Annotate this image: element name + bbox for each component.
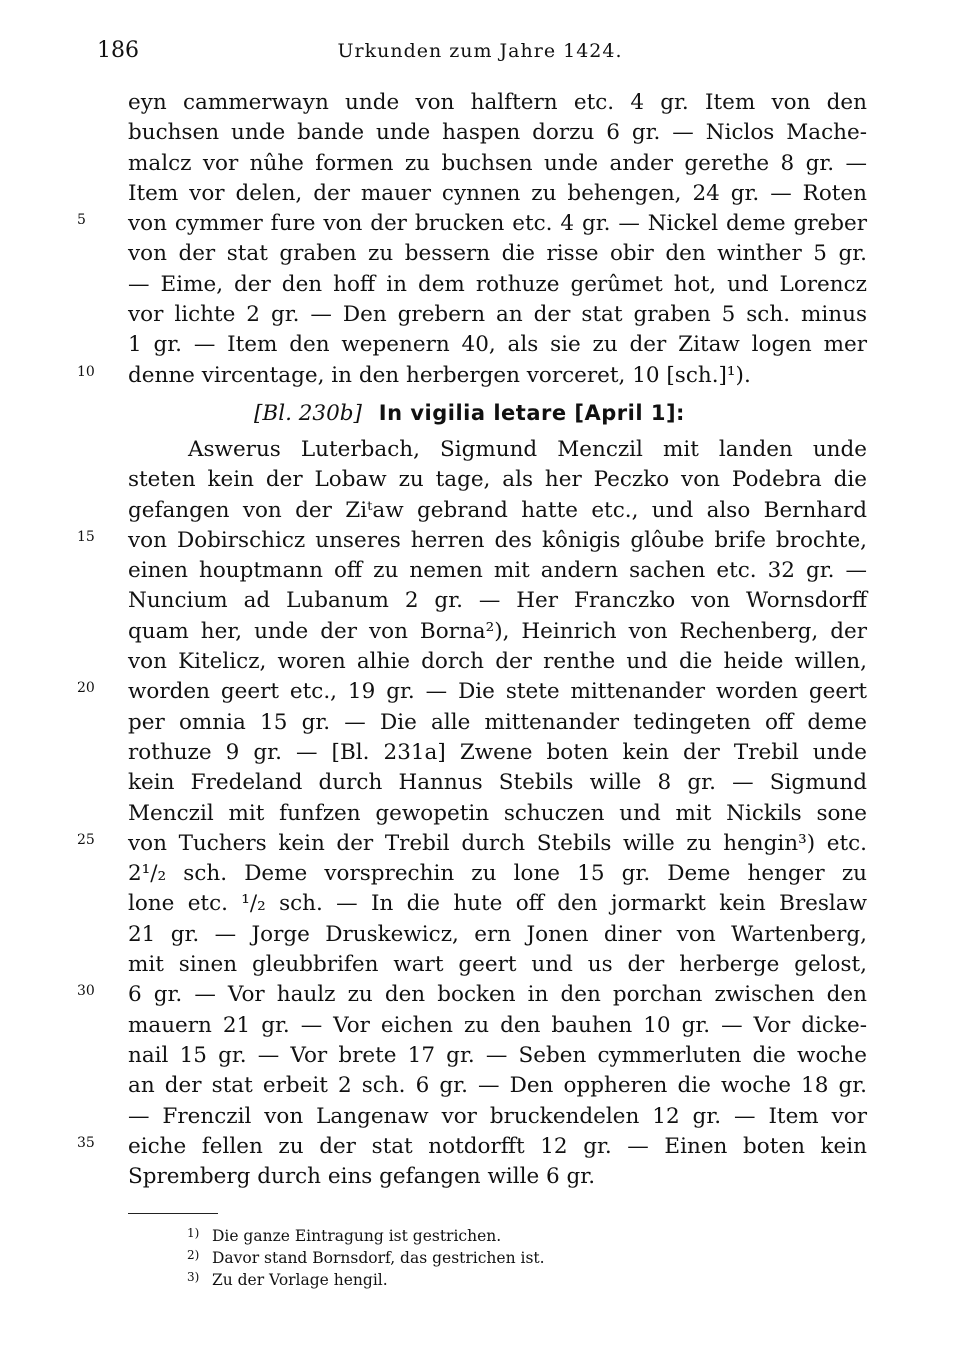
line-text: worden geert etc., 19 gr. — Die stete mittenander worden geert [128,679,867,705]
line-number: 5 [77,212,86,229]
text-line [97,1102,867,1132]
text-line [97,920,867,950]
text-line [97,617,867,647]
text-line [97,435,867,465]
text-line [97,647,867,677]
line-text: mauern 21 gr. — Vor eichen zu den bauhen 10 gr. — Vor dicke- [128,1012,867,1038]
line-text: denne vircentage, in den herbergen vorceret, 10 [sch.]¹). [128,362,751,388]
text-line [97,859,867,889]
text-line [97,465,867,495]
text-line [97,950,867,980]
text-line [77,1132,867,1162]
line-text: Nuncium ad Lubanum 2 gr. — Her Franczko von Wornsdorff [128,588,867,614]
text-line [97,889,867,919]
text-line [97,768,867,798]
text-line [77,361,867,391]
text-line [97,118,867,148]
running-head: Urkunden zum Jahre 1424. [337,40,623,62]
text-line [97,330,867,360]
line-text: lone etc. ¹/₂ sch. — In die hute off den jormarkt kein Breslaw [128,891,867,917]
line-text: von Tuchers kein der Trebil durch Stebils wille zu hengin³) etc. [128,830,867,856]
line-text: kein Fredeland durch Hannus Stebils wille 8 gr. — Sigmund [128,770,867,796]
text-line [97,300,867,330]
line-text: vor lichte 2 gr. — Den grebern an der stat graben 5 sch. minus [128,302,867,328]
text-line [97,1011,867,1041]
line-text: Aswerus Luterbach, Sigmund Menczil mit landen unde [188,436,867,462]
text-line [97,556,867,586]
line-text: einen houptmann off zu nemen mit andern sachen etc. 32 gr. — [128,558,867,584]
line-text: Menczil mit funfzen gewopetin schuczen und mit Nickils sone [128,800,867,826]
text-line [97,239,867,269]
line-text: — Frenczil von Langenaw vor bruckendelen 12 gr. — Item vor [128,1103,867,1129]
line-text: eyn cammerwayn unde von halftern etc. 4 gr. Item von den [128,90,867,115]
footnote-mark: 3) [187,1270,200,1284]
line-number: 35 [77,1134,95,1151]
footnote-mark: 1) [187,1226,200,1240]
line-text: 21 gr. — Jorge Druskewicz, ern Jonen diner von Wartenberg, [128,921,867,947]
text-line [97,1162,867,1192]
text-line [97,1071,867,1101]
text-line [77,980,867,1010]
text-line [77,526,867,556]
footnote [187,1244,787,1266]
line-text: buchsen unde bande unde haspen dorzu 6 gr. — Niclos Mache- [128,120,867,146]
section-heading [97,391,867,435]
line-text: eiche fellen zu der stat notdorfft 12 gr. — Einen boten kein [128,1133,867,1159]
line-text: steten kein der Lobaw zu tage, als her Peczko von Podebra die [128,467,867,493]
line-text: 6 gr. — Vor haulz zu den bocken in den porchan zwischen den [128,982,867,1008]
text-line [77,209,867,239]
line-text: quam her, unde der von Borna²), Heinrich von Rechenberg, der [128,618,867,644]
line-text: nail 15 gr. — Vor brete 17 gr. — Seben cymmerluten die woche [128,1042,867,1068]
line-text: von Dobirschicz unseres herren des kônigis glôube brife brochte, [128,527,867,553]
page-header [97,38,863,72]
line-text: von der stat graben zu bessern die risse obir den winther 5 gr. [128,241,867,267]
line-number: 20 [77,680,95,697]
line-text: malcz vor nûhe formen zu buchsen unde ander gerethe 8 gr. — [128,150,867,176]
line-number: 25 [77,831,95,848]
text-line [97,1041,867,1071]
footnote-text: Davor stand Bornsdorf, das gestrichen ist. [211,1249,545,1267]
line-text: von cymmer fure von der brucken etc. 4 gr. — Nickel deme greber [128,211,867,237]
text-line [97,179,867,209]
footnote [187,1266,787,1288]
line-text: — Eime, der den hoff in dem rothuze gerûmet hot, und Lorencz [128,271,867,297]
folio-reference: [Bl. 230b] [254,400,362,426]
line-text: rothuze 9 gr. — [Bl. 231a] Zwene boten kein der Trebil unde [128,739,867,765]
text-line [97,799,867,829]
text-block-1 [77,88,867,391]
text-line [77,829,867,859]
line-text: per omnia 15 gr. — Die alle mittenander tedingeten off deme [128,709,867,735]
text-line [97,88,867,118]
footnotes [187,1222,787,1288]
line-number: 30 [77,983,95,1000]
text-line [97,149,867,179]
line-text: Spremberg durch eins gefangen wille 6 gr. [128,1164,596,1190]
text-line [97,738,867,768]
footnote-mark: 2) [187,1248,200,1262]
line-text: von Kitelicz, woren alhie dorch der renthe und die heide willen, [128,649,867,675]
line-number: 15 [77,528,95,545]
line-text: mit sinen gleubbrifen wart geert und us der herberge gelost, [128,952,867,978]
footnote-rule [128,1213,218,1214]
text-block-2 [77,435,867,1192]
text-line [97,708,867,738]
line-text: 1 gr. — Item den wepenern 40, als sie zu der Zitaw logen mer [128,332,867,358]
line-text: Item vor delen, der mauer cynnen zu behengen, 24 gr. — Roten [128,180,867,206]
main-text [77,88,867,1192]
text-line [97,586,867,616]
page-number: 186 [97,38,139,63]
text-line [77,677,867,707]
text-line [97,496,867,526]
footnote [187,1222,787,1244]
line-text: an der stat erbeit 2 sch. 6 gr. — Den oppheren die woche 18 gr. [128,1073,867,1099]
line-number: 10 [77,363,95,380]
footnote-text: Zu der Vorlage hengil. [211,1271,388,1289]
text-line [97,270,867,300]
line-text: gefangen von der Ziᵗaw gebrand hatte etc., und also Bernhard [128,497,867,523]
section-title: In vigilia letare [April 1]: [378,400,685,425]
line-text: 2¹/₂ sch. Deme vorsprechin zu lone 15 gr. Deme henger zu [128,861,867,887]
footnote-text: Die ganze Eintragung ist gestrichen. [211,1227,502,1245]
